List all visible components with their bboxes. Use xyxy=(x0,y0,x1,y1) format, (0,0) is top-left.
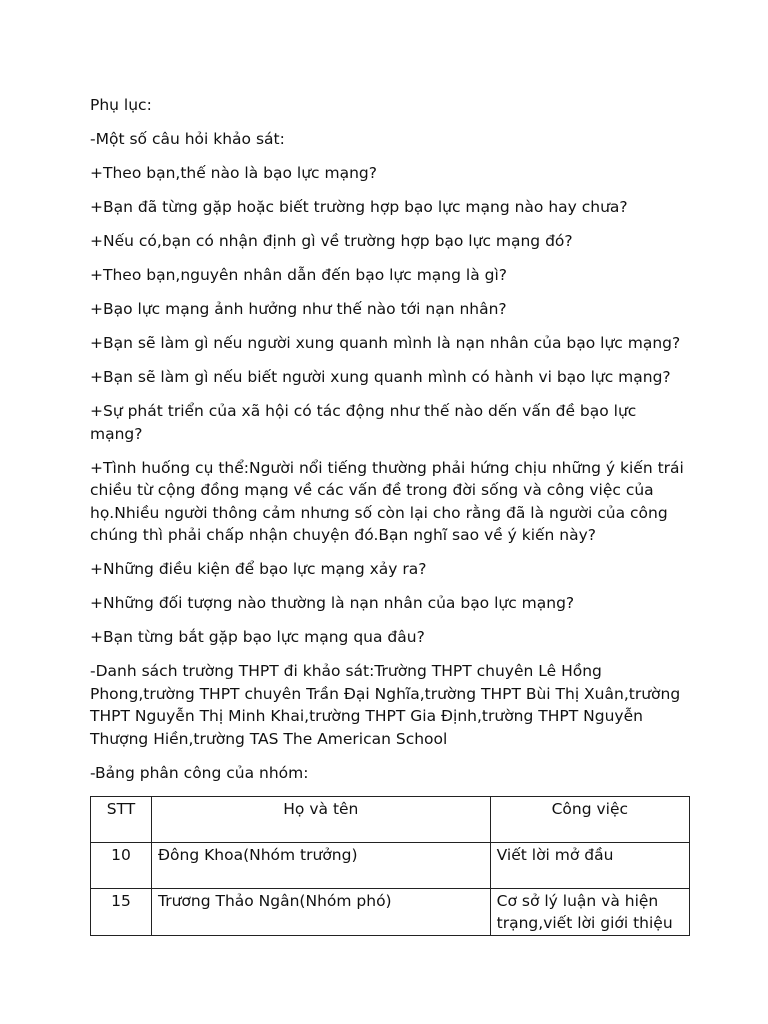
survey-intro: -Một số câu hỏi khảo sát: xyxy=(90,130,285,148)
header-name: Họ và tên xyxy=(152,796,491,842)
survey-question: +Sự phát triển của xã hội có tác động như thế nào dến vấn đề bạo lực mạng? xyxy=(90,402,637,443)
cell-stt: 10 xyxy=(91,842,152,888)
document-page xyxy=(90,94,690,936)
cell-job: Cơ sở lý luận và hiện trạng,viết lời giới thiệu xyxy=(490,888,689,935)
survey-question: +Bạn từng bắt gặp bạo lực mạng qua đâu? xyxy=(90,628,425,646)
survey-question: +Những điều kiện để bạo lực mạng xảy ra? xyxy=(90,560,427,578)
survey-question: +Bạn sẽ làm gì nếu người xung quanh mình là nạn nhân của bạo lực mạng? xyxy=(90,334,681,352)
survey-question-scenario: +Tình huống cụ thể:Người nổi tiếng thường phải hứng chịu những ý kiến trái chiều từ cộng đồng mạng về các vấn đề trong đời sống và công việc của họ.Nhiều người thông cảm nhưng số còn lại cho rằng đã là người của công chúng thì phải chấp nhận chuyện đó.Bạn nghĩ sao về ý kiến này? xyxy=(90,458,684,544)
cell-name: Trương Thảo Ngân(Nhóm phó) xyxy=(152,888,491,935)
survey-question: +Bạo lực mạng ảnh hưởng như thế nào tới nạn nhân? xyxy=(90,300,507,318)
cell-stt: 15 xyxy=(91,888,152,935)
header-job: Công việc xyxy=(490,796,689,842)
table-header-row xyxy=(91,796,690,842)
survey-question: +Nếu có,bạn có nhận định gì về trường hợp bạo lực mạng đó? xyxy=(90,232,573,250)
survey-question: +Những đối tượng nào thường là nạn nhân của bạo lực mạng? xyxy=(90,594,575,612)
survey-question: +Bạn sẽ làm gì nếu biết người xung quanh mình có hành vi bạo lực mạng? xyxy=(90,368,671,386)
table-row xyxy=(91,888,690,935)
cell-job: Viết lời mở đầu xyxy=(490,842,689,888)
appendix-heading: Phụ lục: xyxy=(90,96,152,114)
table-row xyxy=(91,842,690,888)
survey-question: +Theo bạn,nguyên nhân dẫn đến bạo lực mạng là gì? xyxy=(90,266,507,284)
table-intro: -Bảng phân công của nhóm: xyxy=(90,763,309,782)
schools-paragraph: -Danh sách trường THPT đi khảo sát:Trường THPT chuyên Lê Hồng Phong,trường THPT chuyên Trần Đại Nghĩa,trường THPT Bùi Thị Xuân,trường THPT Nguyễn Thị Minh Khai,trường THPT Gia Định,trường THPT Nguyễn Thượng Hiền,trường TAS The American School xyxy=(90,662,681,748)
header-stt: STT xyxy=(91,796,152,842)
cell-name: Đông Khoa(Nhóm trưởng) xyxy=(152,842,491,888)
assignment-table xyxy=(90,796,690,936)
survey-question: +Bạn đã từng gặp hoặc biết trường hợp bạo lực mạng nào hay chưa? xyxy=(90,198,628,216)
survey-question: +Theo bạn,thế nào là bạo lực mạng? xyxy=(90,164,377,182)
